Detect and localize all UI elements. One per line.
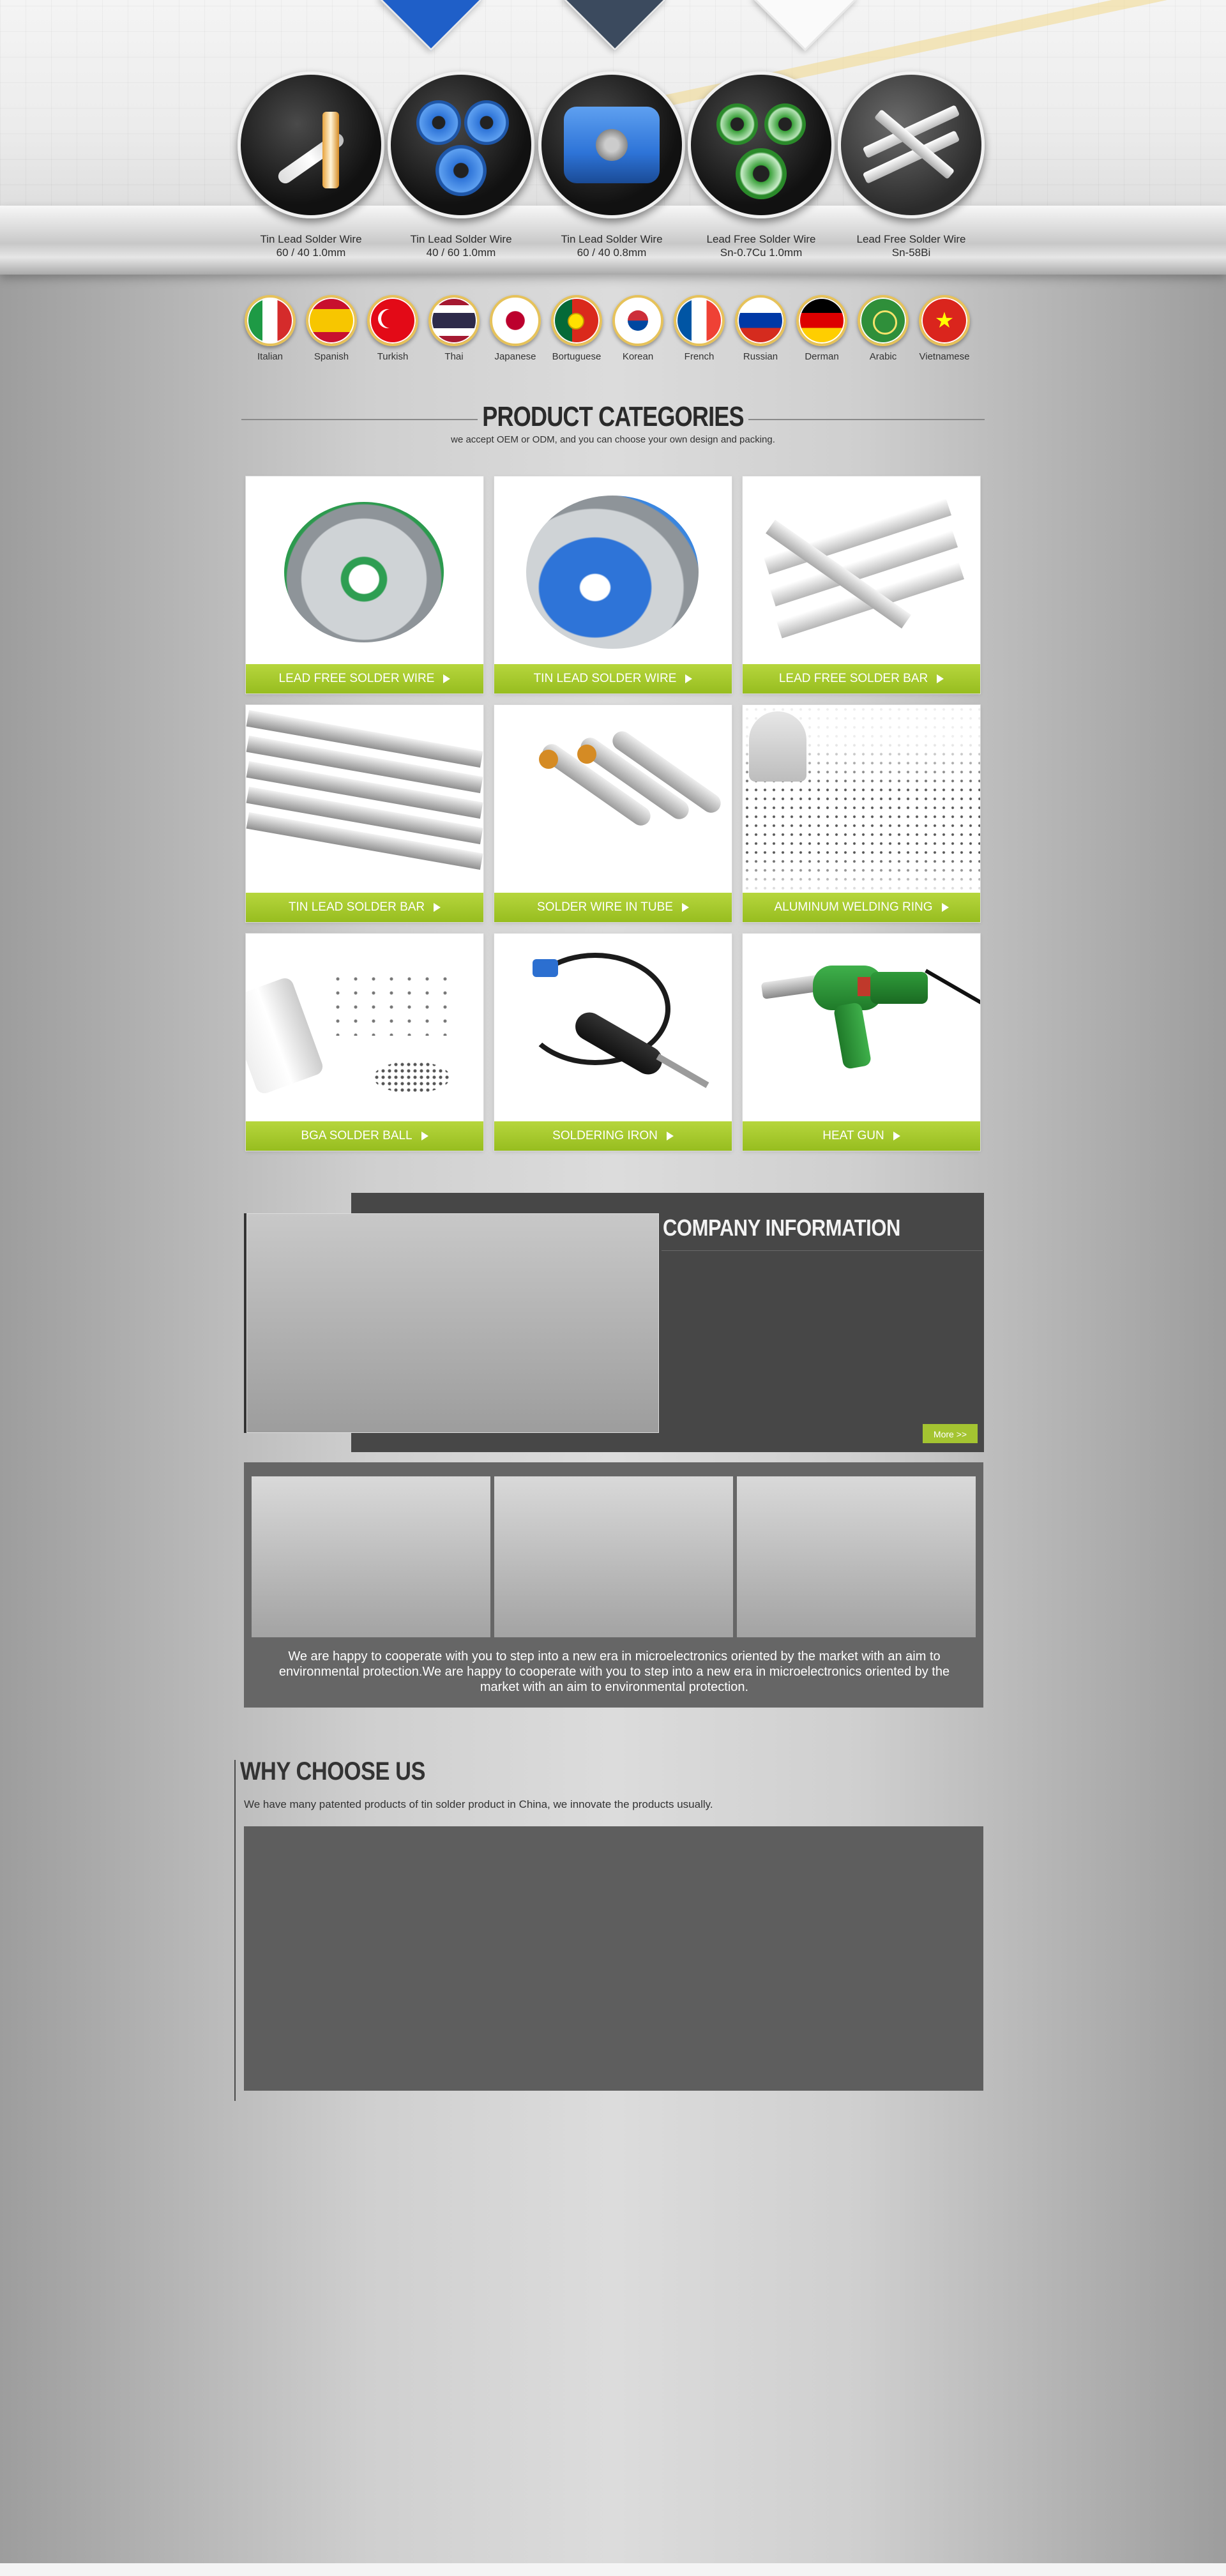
category-image[interactable] <box>743 934 980 1121</box>
top-product-name: Tin Lead Solder Wire 60 / 40 0.8mm <box>561 233 663 259</box>
lang-label: Spanish <box>314 351 349 362</box>
lang-thai[interactable] <box>425 295 483 362</box>
top-product-2[interactable] <box>388 72 534 259</box>
lang-label: Thai <box>444 351 464 362</box>
category-card-bga-solder-ball[interactable] <box>246 934 483 1151</box>
category-label-bar[interactable]: LEAD FREE SOLDER BAR <box>743 664 980 693</box>
why-vertical-rule <box>234 1760 236 2101</box>
top-product-image[interactable] <box>838 72 985 218</box>
top-product-4[interactable] <box>688 72 835 259</box>
why-choose-us-panel <box>244 1826 983 2091</box>
lang-label: Korean <box>622 351 654 362</box>
flag-germany-icon[interactable] <box>796 295 847 346</box>
category-image[interactable] <box>743 476 980 664</box>
company-info-title: COMPANY INFORMATION <box>663 1215 900 1241</box>
category-image[interactable] <box>246 934 483 1121</box>
top-products-row <box>0 0 1226 275</box>
company-image <box>246 1213 659 1433</box>
category-image[interactable] <box>246 705 483 893</box>
top-product-image[interactable] <box>538 72 685 218</box>
flag-arab-league-icon[interactable] <box>858 295 909 346</box>
arrow-right-icon <box>937 674 944 683</box>
top-product-name: Lead Free Solder Wire Sn-0.7Cu 1.0mm <box>706 233 816 259</box>
category-label-bar[interactable]: TIN LEAD SOLDER BAR <box>246 893 483 922</box>
lang-arabic[interactable] <box>854 295 912 362</box>
section-subtitle: we accept OEM or ODM, and you can choose your own design and packing. <box>451 434 775 445</box>
lang-russian[interactable] <box>732 295 789 362</box>
category-image[interactable] <box>246 476 483 664</box>
category-label-bar[interactable]: SOLDER WIRE IN TUBE <box>494 893 732 922</box>
top-product-image[interactable] <box>688 72 835 218</box>
lang-label: Japanese <box>494 351 536 362</box>
top-product-name: Tin Lead Solder Wire 40 / 60 1.0mm <box>410 233 512 259</box>
arrow-right-icon <box>421 1132 428 1140</box>
flag-vietnam-icon[interactable]: ★ <box>919 295 970 346</box>
language-selector <box>241 295 985 372</box>
arrow-right-icon <box>942 903 949 912</box>
flag-portugal-icon[interactable] <box>551 295 602 346</box>
cooperation-photo <box>494 1476 733 1637</box>
why-choose-us-subtitle: We have many patented products of tin solder product in China, we innovate the products usually. <box>244 1798 713 1810</box>
company-title-rule <box>662 1250 983 1251</box>
more-button[interactable]: More >> <box>923 1424 978 1443</box>
product-categories-header <box>241 401 985 445</box>
lang-label: French <box>684 351 715 362</box>
category-label-bar[interactable]: LEAD FREE SOLDER WIRE <box>246 664 483 693</box>
category-label-bar[interactable]: SOLDERING IRON <box>494 1121 732 1151</box>
lang-portuguese[interactable] <box>548 295 605 362</box>
why-choose-us-title: WHY CHOOSE US <box>240 1757 426 1785</box>
arrow-right-icon <box>682 903 689 912</box>
lang-label: Derman <box>805 351 839 362</box>
lang-label: Russian <box>743 351 778 362</box>
lang-label: Arabic <box>869 351 897 362</box>
category-label-bar[interactable]: HEAT GUN <box>743 1121 980 1151</box>
arrow-right-icon <box>667 1132 674 1140</box>
category-label-bar[interactable]: TIN LEAD SOLDER WIRE <box>494 664 732 693</box>
category-card-tin-lead-solder-bar[interactable] <box>246 705 483 922</box>
category-image[interactable] <box>494 934 732 1121</box>
top-product-image[interactable] <box>388 72 534 218</box>
category-card-lead-free-solder-wire[interactable] <box>246 476 483 693</box>
lang-label: Turkish <box>377 351 409 362</box>
arrow-right-icon <box>893 1132 900 1140</box>
flag-turkey-icon[interactable] <box>367 295 418 346</box>
flag-italy-icon[interactable] <box>245 295 296 346</box>
lang-japanese[interactable] <box>487 295 544 362</box>
category-card-tin-lead-solder-wire[interactable] <box>494 476 732 693</box>
category-card-soldering-iron[interactable] <box>494 934 732 1151</box>
lang-french[interactable] <box>670 295 728 362</box>
lang-german[interactable] <box>793 295 851 362</box>
flag-spain-icon[interactable] <box>306 295 357 346</box>
flag-russia-icon[interactable] <box>735 295 786 346</box>
top-product-5[interactable] <box>838 72 985 259</box>
category-image[interactable] <box>494 705 732 893</box>
flag-korea-icon[interactable] <box>612 295 663 346</box>
lang-label: Italian <box>257 351 284 362</box>
category-card-solder-wire-in-tube[interactable] <box>494 705 732 922</box>
top-product-1[interactable] <box>238 72 384 259</box>
category-image[interactable] <box>743 705 980 893</box>
cooperation-text: We are happy to cooperate with you to step into a new era in microelectronics oriented by the market with an aim to environmental protection.We are happy to cooperate with you to step into a new era in microelectronics oriented by the market with an aim to environmental protection. <box>278 1649 950 1694</box>
arrow-right-icon <box>685 674 692 683</box>
lang-vietnamese[interactable] <box>916 295 973 362</box>
page-bottom-strip <box>0 2563 1226 2576</box>
lang-label: Vietnamese <box>919 351 970 362</box>
lang-spanish[interactable] <box>303 295 360 362</box>
section-title: PRODUCT CATEGORIES <box>482 401 744 432</box>
flag-france-icon[interactable] <box>674 295 725 346</box>
flag-japan-icon[interactable] <box>490 295 541 346</box>
category-card-aluminum-welding-ring[interactable] <box>743 705 980 922</box>
top-product-image[interactable] <box>238 72 384 218</box>
top-product-3[interactable] <box>538 72 685 259</box>
cooperation-photo <box>252 1476 490 1637</box>
category-card-heat-gun[interactable] <box>743 934 980 1151</box>
cooperation-photo <box>737 1476 976 1637</box>
lang-turkish[interactable] <box>364 295 421 362</box>
category-label-bar[interactable]: BGA SOLDER BALL <box>246 1121 483 1151</box>
flag-thailand-icon[interactable] <box>428 295 480 346</box>
category-card-lead-free-solder-bar[interactable] <box>743 476 980 693</box>
arrow-right-icon <box>443 674 450 683</box>
cooperation-panel <box>244 1462 983 1708</box>
category-label-bar[interactable]: ALUMINUM WELDING RING <box>743 893 980 922</box>
top-product-name: Lead Free Solder Wire Sn-58Bi <box>856 233 966 259</box>
top-product-name: Tin Lead Solder Wire 60 / 40 1.0mm <box>260 233 362 259</box>
arrow-right-icon <box>434 903 441 912</box>
lang-korean[interactable] <box>609 295 667 362</box>
lang-italian[interactable] <box>241 295 299 362</box>
lang-label: Bortuguese <box>552 351 602 362</box>
category-image[interactable] <box>494 476 732 664</box>
